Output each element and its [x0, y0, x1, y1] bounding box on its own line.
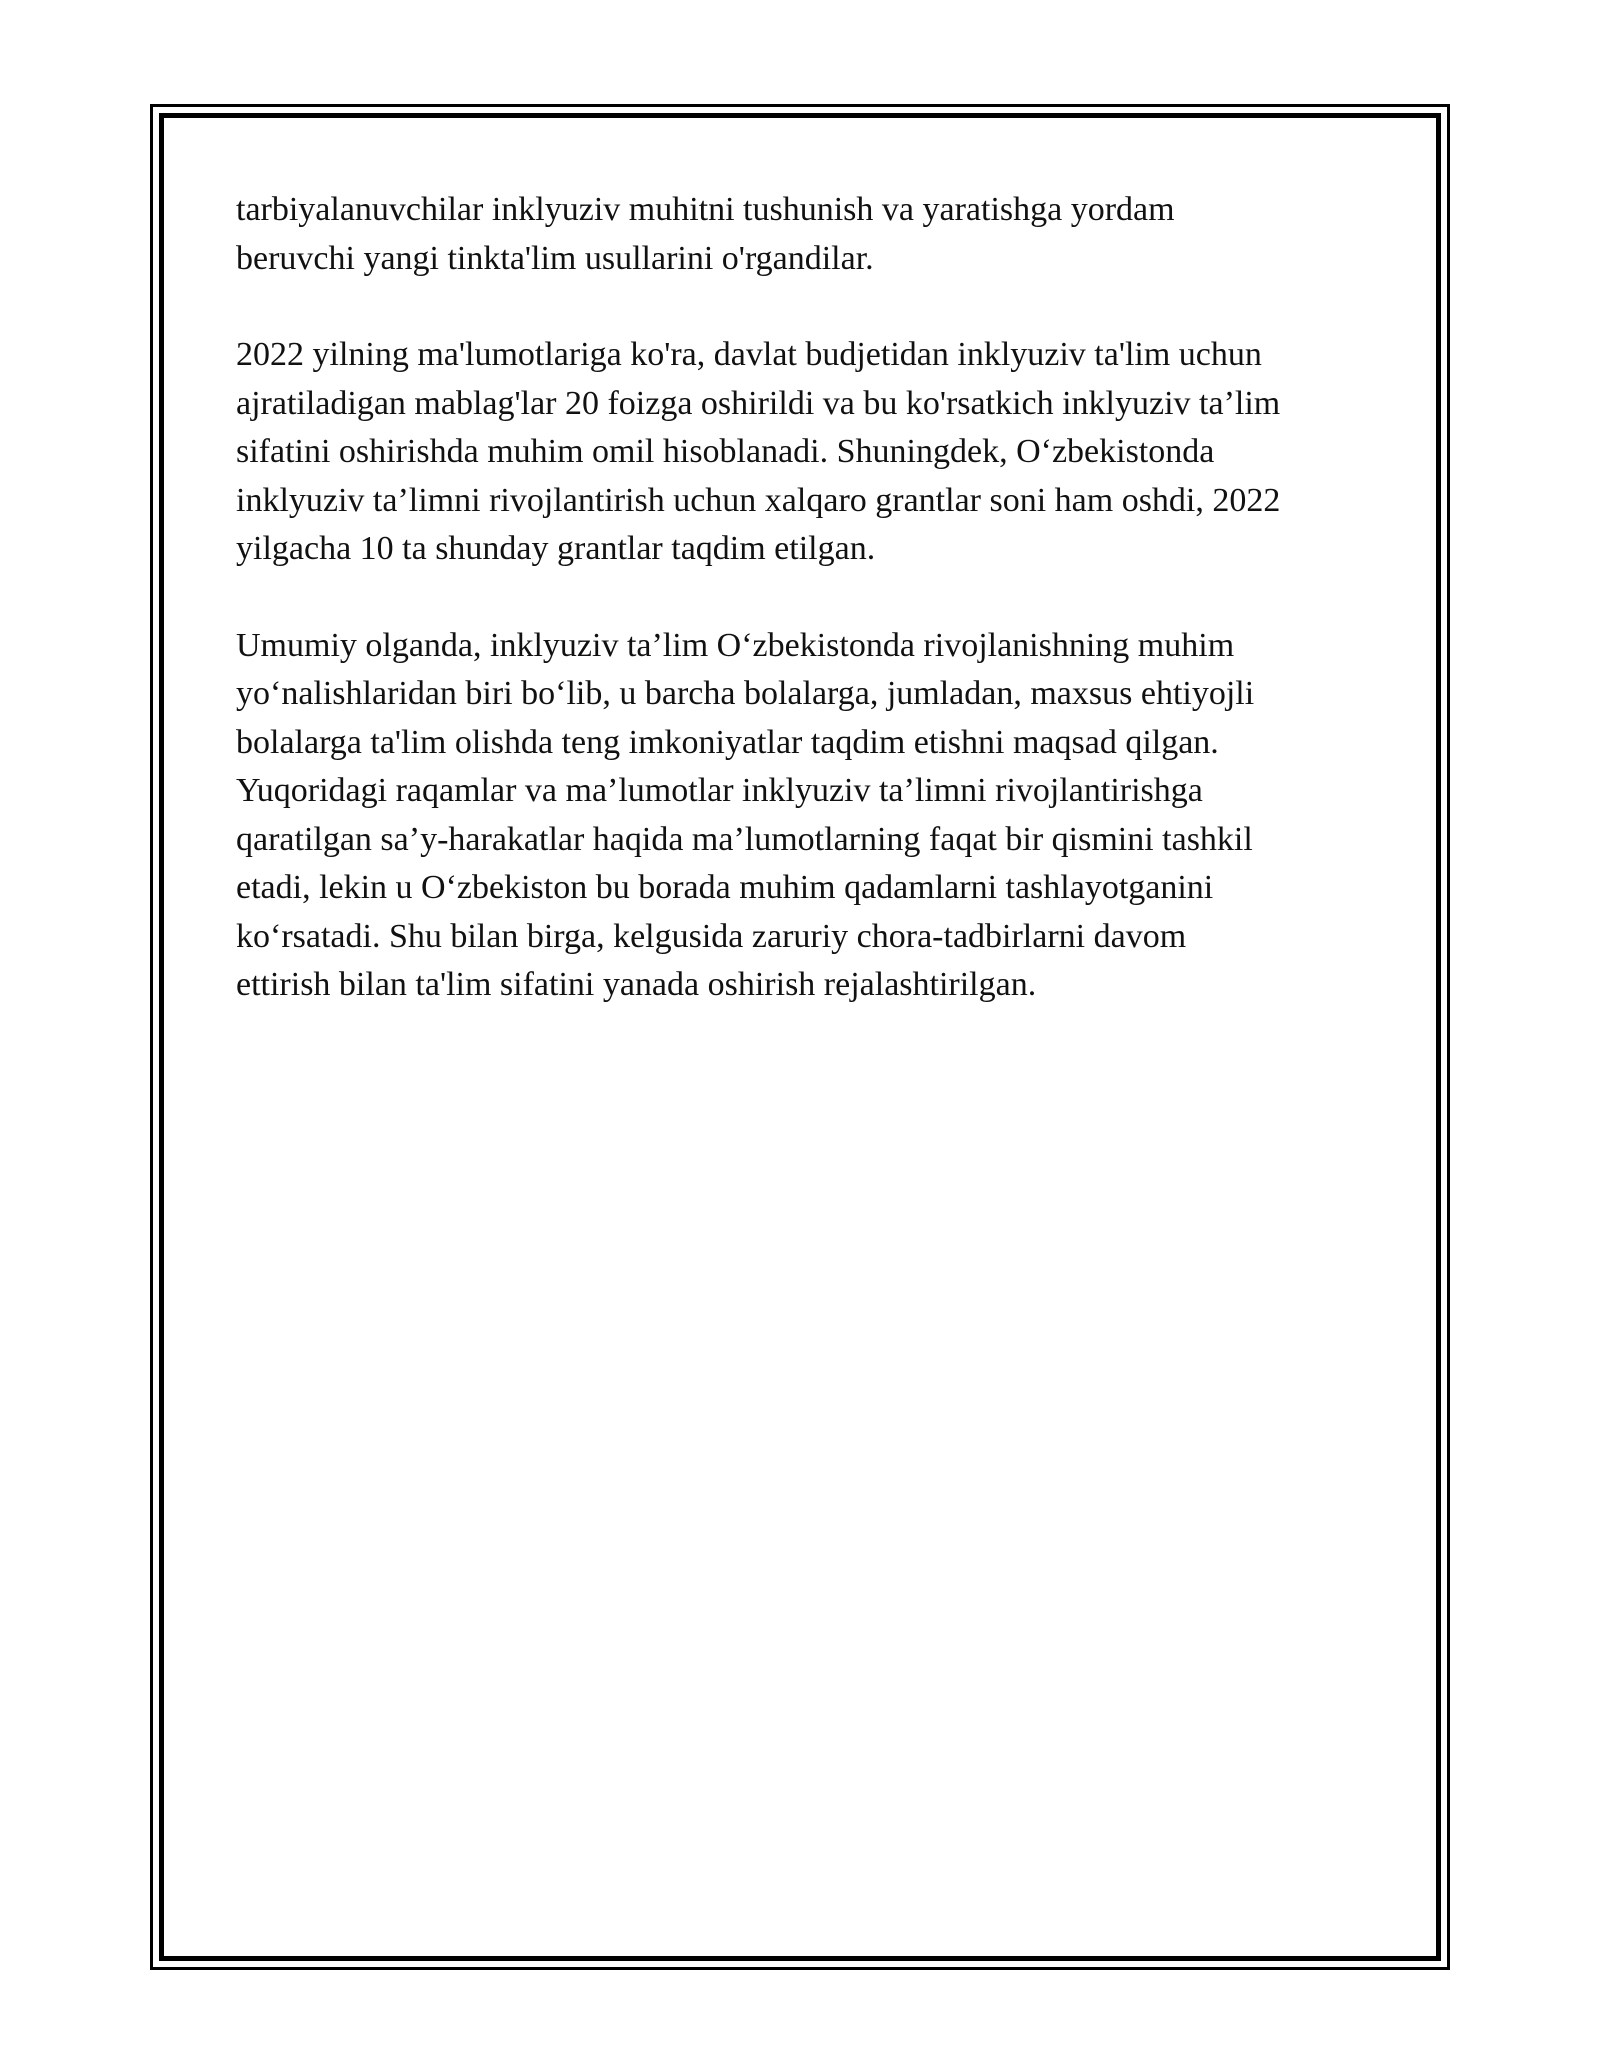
- text-line: ajratiladigan mablag'lar 20 foizga oshirildi va bu ko'rsatkich inklyuziv ta’lim: [236, 384, 1281, 422]
- document-body: [236, 186, 1376, 1058]
- text-line: qaratilgan sa’y-harakatlar haqida ma’lumotlarning faqat bir qismini tashkil: [236, 820, 1253, 858]
- text-line: inklyuziv ta’limni rivojlantirish uchun xalqaro grantlar soni ham oshdi, 2022: [236, 481, 1281, 519]
- text-line: yilgacha 10 ta shunday grantlar taqdim etilgan.: [236, 530, 876, 567]
- text-line: Umumiy olganda, inklyuziv ta’lim O‘zbekistonda rivojlanishning muhim: [236, 626, 1235, 664]
- text-line: ettirish bilan ta'lim sifatini yanada oshirish rejalashtirilgan.: [236, 966, 1037, 1003]
- text-line: beruvchi yangi tinkta'lim usullarini o'rgandilar.: [236, 239, 874, 277]
- text-line: bolalarga ta'lim olishda teng imkoniyatlar taqdim etishni maqsad qilgan.: [236, 723, 1219, 761]
- paragraph-2: [236, 331, 1376, 574]
- text-line: etadi, lekin u O‘zbekiston bu borada muhim qadamlarni tashlayotganini: [236, 869, 1214, 906]
- text-line: tarbiyalanuvchilar inklyuziv muhitni tushunish va yaratishga yordam: [236, 191, 1175, 228]
- text-line: 2022 yilning ma'lumotlariga ko'ra, davlat budjetidan inklyuziv ta'lim uchun: [236, 336, 1262, 373]
- text-line: Yuqoridagi raqamlar va ma’lumotlar inklyuziv ta’limni rivojlantirishga: [236, 772, 1203, 809]
- text-line: yo‘nalishlaridan biri bo‘lib, u barcha bolalarga, jumladan, maxsus ehtiyojli: [236, 675, 1255, 712]
- paragraph-3: [236, 622, 1376, 1010]
- paragraph-1: [236, 186, 1376, 283]
- text-line: sifatini oshirishda muhim omil hisoblanadi. Shuningdek, O‘zbekistonda: [236, 433, 1215, 470]
- text-line: ko‘rsatadi. Shu bilan birga, kelgusida zaruriy chora-tadbirlarni davom: [236, 917, 1187, 955]
